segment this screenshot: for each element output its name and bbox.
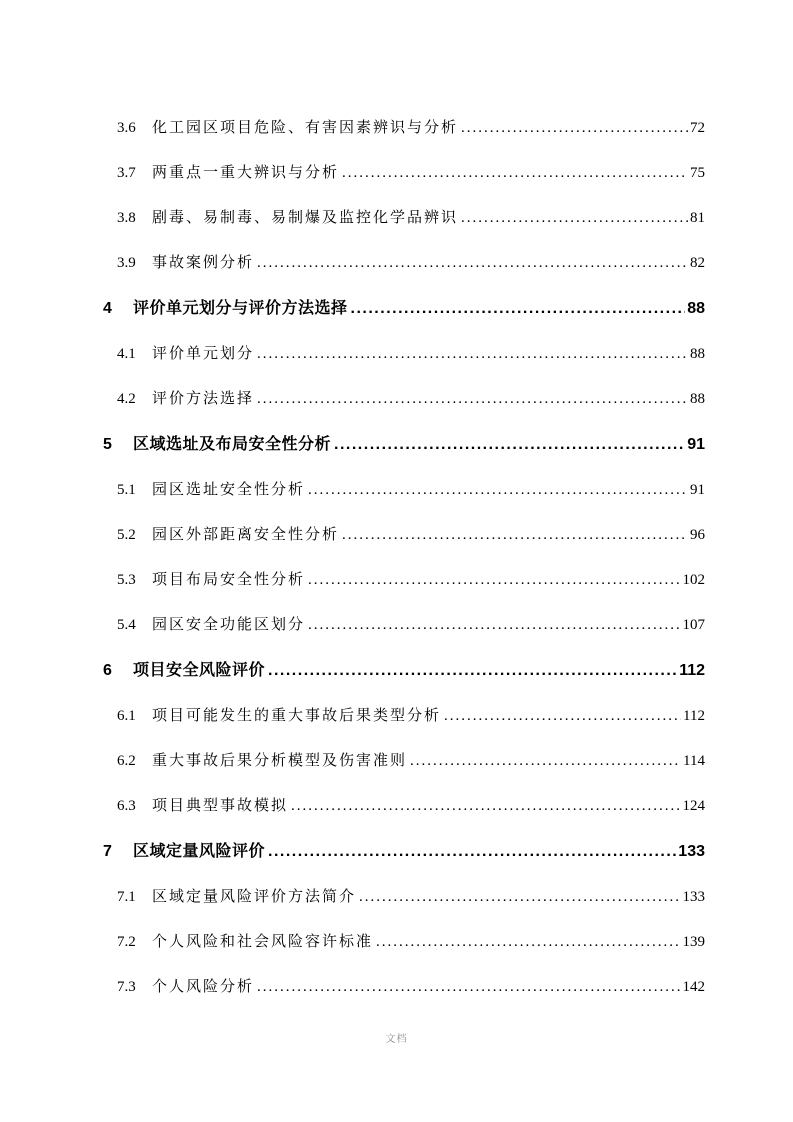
- toc-dot-leader: [461, 118, 688, 138]
- toc-entry[interactable]: [117, 977, 705, 997]
- toc-entry-title: 个人风险分析: [152, 979, 255, 995]
- toc-entry[interactable]: [117, 118, 705, 138]
- toc-entry[interactable]: [117, 887, 705, 907]
- toc-entry-title: 评价方法选择: [152, 391, 255, 407]
- toc-entry-title: 区域选址及布局安全性分析: [133, 436, 332, 453]
- toc-entry-page: 72: [690, 120, 705, 136]
- toc-entry-number: 3.9: [117, 255, 136, 271]
- toc-dot-leader: [308, 570, 680, 590]
- toc-entry[interactable]: [103, 298, 705, 319]
- toc-entry-title: 项目可能发生的重大事故后果类型分析: [152, 708, 442, 724]
- toc-entry-page: 107: [682, 617, 705, 633]
- toc-entry-page: 88: [690, 391, 705, 407]
- toc-entry-title: 事故案例分析: [152, 255, 255, 271]
- toc-entry-number: 6.2: [117, 753, 136, 769]
- toc-entry-number: 7.3: [117, 979, 136, 995]
- toc-entry-title: 评价单元划分与评价方法选择: [133, 300, 348, 317]
- toc-dot-leader: [257, 344, 688, 364]
- toc-entry-page: 88: [690, 346, 705, 362]
- toc-entry[interactable]: [117, 480, 705, 500]
- toc-entry[interactable]: [117, 751, 705, 771]
- toc-entry-title: 园区外部距离安全性分析: [152, 527, 340, 543]
- toc-entry-page: 133: [682, 889, 705, 905]
- toc-entry[interactable]: [103, 434, 705, 455]
- toc-entry-title: 评价单元划分: [152, 346, 255, 362]
- toc-entry-number: 3.8: [117, 210, 136, 226]
- toc-dot-leader: [308, 615, 680, 635]
- toc-entry[interactable]: [117, 706, 705, 726]
- toc-entry-number: 6.3: [117, 798, 136, 814]
- toc-dot-leader: [461, 208, 688, 228]
- toc-entry-page: 142: [682, 979, 705, 995]
- toc-entry-title: 区域定量风险评价方法简介: [152, 889, 357, 905]
- toc-entry[interactable]: [117, 208, 705, 228]
- toc-entry-number: 4.2: [117, 391, 136, 407]
- toc-entry[interactable]: [103, 660, 705, 681]
- toc-entry-number: 5.2: [117, 527, 136, 543]
- toc-entry-number: 5.1: [117, 482, 136, 498]
- toc-entry-title: 园区选址安全性分析: [152, 482, 306, 498]
- toc-entry-title: 两重点一重大辨识与分析: [152, 165, 340, 181]
- toc-entry-page: 133: [678, 843, 705, 860]
- toc-entry-title: 区域定量风险评价: [133, 843, 266, 860]
- toc-entry[interactable]: [117, 570, 705, 590]
- toc-entry[interactable]: [117, 615, 705, 635]
- toc-entry-number: 7.1: [117, 889, 136, 905]
- toc-dot-leader: [359, 887, 680, 907]
- toc-dot-leader: [342, 163, 688, 183]
- toc-entry-number: 3.7: [117, 165, 136, 181]
- toc-entry[interactable]: [117, 932, 705, 952]
- toc-entry-title: 项目布局安全性分析: [152, 572, 306, 588]
- toc-entry-page: 88: [687, 300, 705, 317]
- toc-entry-title: 个人风险和社会风险容许标准: [152, 934, 374, 950]
- toc-dot-leader: [334, 434, 685, 455]
- toc-entry-number: 6: [103, 662, 112, 679]
- toc-entry-page: 139: [682, 934, 705, 950]
- toc-entry[interactable]: [117, 344, 705, 364]
- toc-entry-number: 3.6: [117, 120, 136, 136]
- toc-entry-title: 重大事故后果分析模型及伤害准则: [152, 753, 408, 769]
- toc-entry[interactable]: [117, 525, 705, 545]
- toc-dot-leader: [342, 525, 688, 545]
- toc-entry-number: 4.1: [117, 346, 136, 362]
- toc-entry-page: 91: [690, 482, 705, 498]
- footer-watermark: 文档: [385, 1034, 408, 1045]
- toc-entry-title: 化工园区项目危险、有害因素辨识与分析: [152, 120, 459, 136]
- toc-dot-leader: [410, 751, 681, 771]
- toc-dot-leader: [351, 298, 686, 319]
- toc-entry-number: 7.2: [117, 934, 136, 950]
- toc-entry-page: 114: [683, 753, 705, 769]
- toc-entry-page: 91: [687, 436, 705, 453]
- toc-entry-page: 82: [690, 255, 705, 271]
- toc-dot-leader: [376, 932, 680, 952]
- toc-entry[interactable]: [117, 389, 705, 409]
- toc-entry-page: 112: [683, 708, 705, 724]
- toc-entry-page: 75: [690, 165, 705, 181]
- toc-entry-page: 112: [679, 662, 705, 679]
- toc-entry[interactable]: [117, 796, 705, 816]
- toc-entry-title: 项目典型事故模拟: [152, 798, 289, 814]
- toc-entry-title: 项目安全风险评价: [133, 662, 266, 679]
- toc-entry[interactable]: [103, 841, 705, 862]
- toc-dot-leader: [257, 977, 680, 997]
- toc-entry-page: 124: [682, 798, 705, 814]
- toc-entry-page: 102: [682, 572, 705, 588]
- toc-entry[interactable]: [117, 163, 705, 183]
- toc-entry-number: 7: [103, 843, 112, 860]
- toc-entry[interactable]: [117, 253, 705, 273]
- toc-entry-page: 81: [690, 210, 705, 226]
- toc-entry-number: 6.1: [117, 708, 136, 724]
- toc-entry-number: 5.4: [117, 617, 136, 633]
- toc-dot-leader: [257, 253, 688, 273]
- toc-dot-leader: [308, 480, 688, 500]
- toc-dot-leader: [444, 706, 681, 726]
- toc-entry-title: 剧毒、易制毒、易制爆及监控化学品辨识: [152, 210, 459, 226]
- toc-entry-page: 96: [690, 527, 705, 543]
- toc-dot-leader: [257, 389, 688, 409]
- toc-dot-leader: [268, 660, 677, 681]
- toc-entry-title: 园区安全功能区划分: [152, 617, 306, 633]
- toc-entry-number: 5.3: [117, 572, 136, 588]
- toc-dot-leader: [291, 796, 680, 816]
- toc-entry-number: 4: [103, 300, 112, 317]
- toc-entry-number: 5: [103, 436, 112, 453]
- toc-dot-leader: [268, 841, 676, 862]
